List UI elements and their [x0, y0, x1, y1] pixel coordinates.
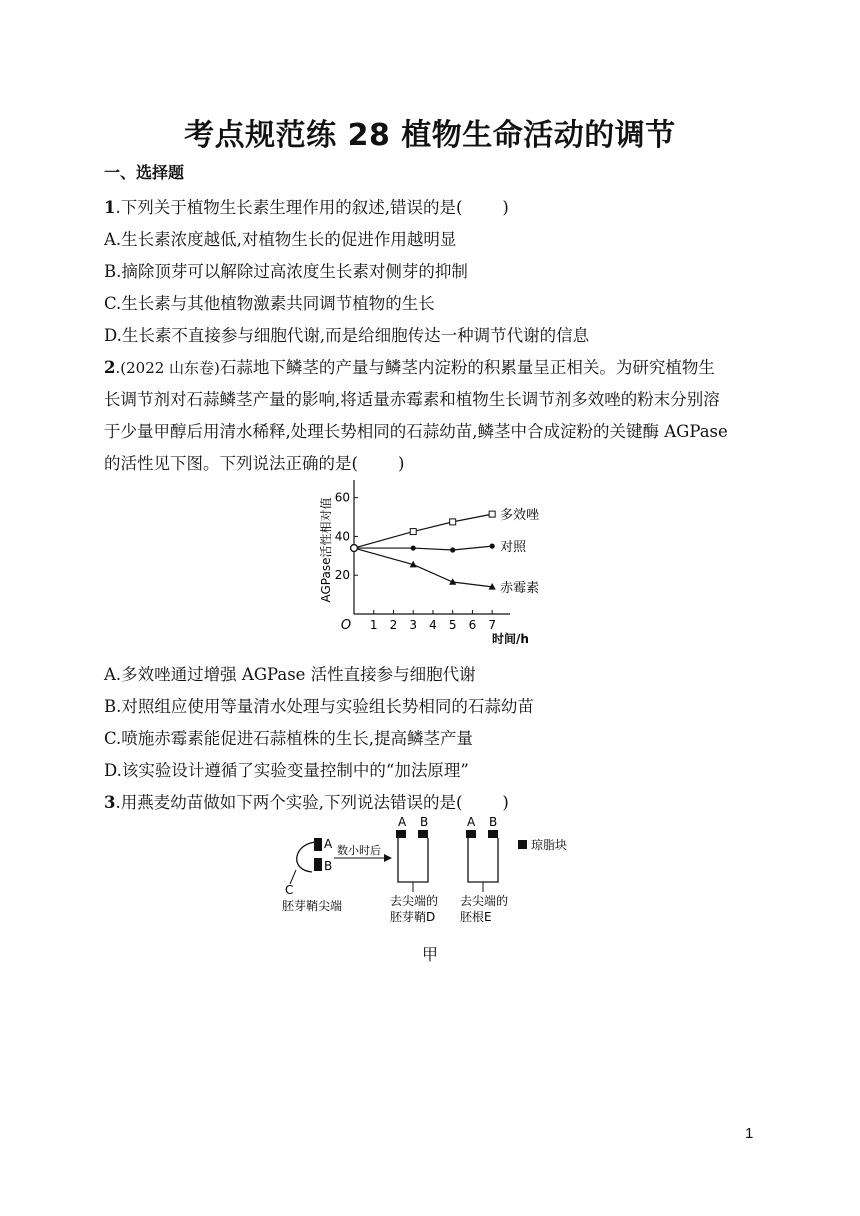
x-tick-label: 3 — [409, 618, 418, 632]
question-2-option-c: C.喷施赤霉素能促进石蒜植株的生长,提高鳞茎产量 — [104, 729, 474, 748]
data-point — [450, 519, 456, 525]
question-3-text: .用燕麦幼苗做如下两个实验,下列说法错误的是( — [115, 793, 463, 812]
y-tick-label: 40 — [334, 529, 350, 544]
x-tick-label: 1 — [369, 618, 378, 632]
series-line — [354, 546, 492, 550]
question-2-stem-line-4 — [104, 450, 404, 474]
series-label: 赤霉素 — [500, 580, 540, 596]
question-3-stem — [104, 789, 509, 813]
x-tick-label: 6 — [468, 618, 477, 632]
data-point — [489, 511, 495, 517]
coleoptile-d — [398, 838, 428, 882]
root-e — [468, 838, 498, 882]
e-label-line-1: 去尖端的 — [460, 894, 509, 908]
d-label-line-2: 胚芽鞘D — [390, 910, 436, 924]
legend-swatch — [518, 840, 527, 849]
arrow-label: 数小时后 — [337, 844, 381, 857]
label-a: A — [324, 837, 333, 851]
question-1-option-c: C.生长素与其他植物激素共同调节植物的生长 — [104, 294, 435, 313]
x-tick-label: 7 — [488, 618, 496, 632]
question-1-stem — [104, 194, 509, 218]
oat-seedling-figure — [280, 814, 600, 930]
question-2-stem-line-2: 长调节剂对石蒜鳞茎产量的影响,将适量赤霉素和植物生长调节剂多效唑的粉末分别溶 — [104, 390, 720, 409]
page-number: 1 — [745, 1125, 754, 1142]
question-1-option-a: A.生长素浓度越低,对植物生长的促进作用越明显 — [104, 230, 457, 249]
x-tick-label: 4 — [429, 618, 437, 632]
question-3-number: 3 — [104, 793, 116, 812]
y-tick-label: 20 — [334, 568, 350, 583]
series-line — [354, 548, 492, 587]
data-point — [411, 545, 416, 550]
question-2-text-4: 的活性见下图。下列说法正确的是( — [104, 454, 358, 473]
question-3-paren-close: ) — [502, 793, 509, 812]
e-label-a: A — [467, 815, 476, 829]
question-1-text: .下列关于植物生长素生理作用的叙述,错误的是( — [115, 198, 463, 217]
question-2-stem-line-3: 于少量甲醇后用清水稀释,处理长势相同的石蒜幼苗,鳞茎中合成淀粉的关键酶 AGPase — [104, 422, 728, 441]
d-label-b: B — [420, 815, 429, 829]
figure-caption: 甲 — [421, 945, 438, 964]
agar-block-b — [314, 858, 322, 871]
label-c: C — [285, 883, 294, 897]
y-tick-label: 60 — [334, 490, 350, 505]
question-2-text-1: 石蒜地下鳞茎的产量与鳞茎内淀粉的积累量呈正相关。为研究植物生 — [219, 358, 715, 377]
e-label-b: B — [489, 815, 498, 829]
page-title: 考点规范练 28 植物生命活动的调节 — [184, 118, 676, 153]
x-axis-label: 时间/h — [492, 632, 529, 644]
agar-block-a — [314, 838, 322, 851]
y-axis-label: AGPase活性相对值 — [319, 497, 333, 603]
origin-label: O — [340, 618, 352, 633]
series-label: 多效唑 — [500, 508, 540, 524]
d-agar-a — [396, 830, 406, 838]
question-1-option-b: B.摘除顶芽可以解除过高浓度生长素对侧芽的抑制 — [104, 262, 468, 281]
data-point — [490, 544, 495, 549]
question-2-number: 2 — [104, 358, 116, 377]
question-2-paren-close: ) — [397, 454, 405, 473]
question-2-option-a: A.多效唑通过增强 AGPase 活性直接参与细胞代谢 — [104, 665, 476, 684]
arrow-head — [384, 854, 392, 862]
data-point — [450, 547, 455, 552]
label-b: B — [324, 859, 333, 873]
e-label-line-2: 胚根E — [460, 910, 492, 924]
x-tick-label: 5 — [448, 618, 457, 632]
d-label-a: A — [398, 815, 407, 829]
series-line — [354, 514, 492, 548]
question-2-stem-line-1 — [104, 354, 715, 378]
question-2-option-d: D.该实验设计遵循了实验变量控制中的“加法原理” — [104, 761, 469, 780]
e-agar-b — [488, 830, 498, 838]
question-2-source: .(2022 山东卷) — [115, 359, 220, 377]
section-heading: 一、选择题 — [104, 163, 185, 182]
d-label-line-1: 去尖端的 — [390, 894, 439, 908]
x-tick-label: 2 — [389, 618, 398, 632]
question-1-option-d: D.生长素不直接参与细胞代谢,而是给细胞传达一种调节代谢的信息 — [104, 326, 590, 345]
start-point — [351, 545, 358, 552]
agpase-activity-chart — [300, 476, 550, 644]
data-point — [410, 529, 416, 535]
tip-label: 胚芽鞘尖端 — [282, 899, 343, 913]
pointer-c — [290, 870, 296, 884]
question-1-paren-close: ) — [502, 198, 509, 217]
question-2-option-b: B.对照组应使用等量清水处理与实验组长势相同的石蒜幼苗 — [104, 697, 534, 716]
e-agar-a — [466, 830, 476, 838]
legend-label: 琼脂块 — [531, 838, 568, 852]
d-agar-b — [418, 830, 428, 838]
series-label: 对照 — [500, 540, 527, 556]
question-1-number: 1 — [104, 198, 116, 217]
